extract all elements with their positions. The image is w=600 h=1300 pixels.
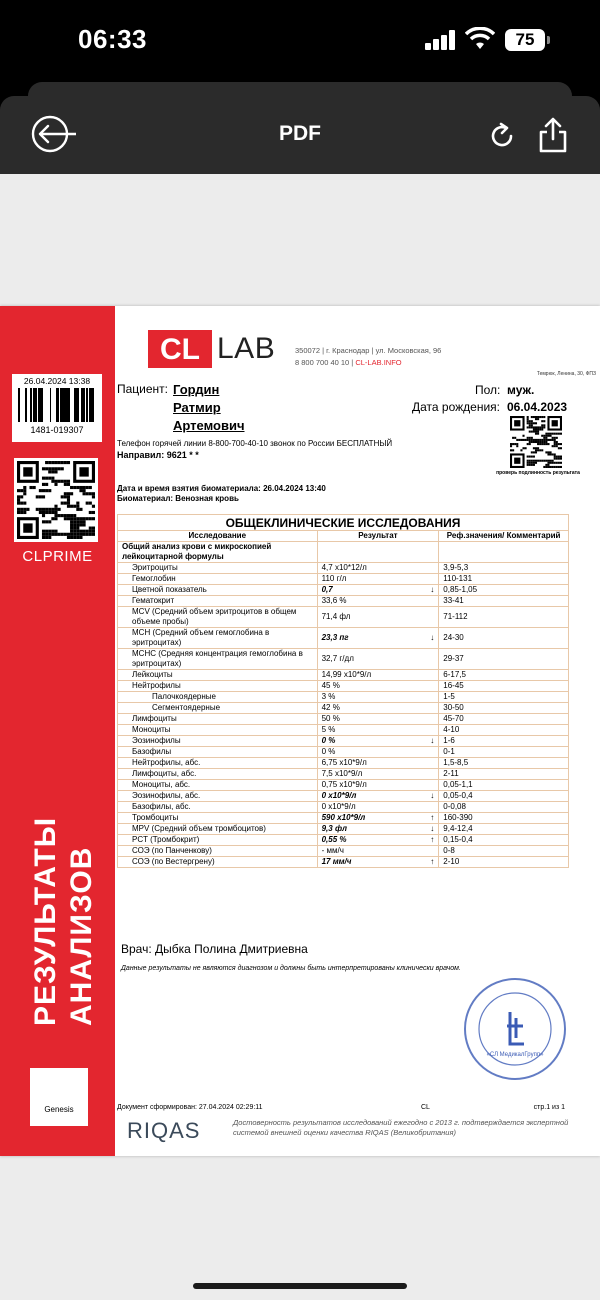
test-name: Эозинофилы, абс. — [118, 791, 318, 802]
test-reference: 0-0,08 — [439, 802, 569, 813]
patient-surname: Гордин — [173, 382, 220, 397]
test-name: MPV (Средний объем тромбоцитов) — [118, 824, 318, 835]
barcode-icon — [18, 388, 96, 422]
test-name: Лейкоциты — [118, 670, 318, 681]
test-reference: 1-5 — [439, 692, 569, 703]
test-name: Эозинофилы — [118, 736, 318, 747]
svg-text:«СЛ МедикалГрупп»: «СЛ МедикалГрупп» — [486, 1052, 544, 1058]
test-result: 0 % ↓ — [317, 736, 439, 747]
results-table — [117, 514, 569, 868]
table-row — [118, 791, 569, 802]
test-name: MCH (Средний объем гемоглобина в эритроцитах) — [118, 628, 318, 649]
test-reference: 160-390 — [439, 813, 569, 824]
test-reference: 0,85-1,05 — [439, 585, 569, 596]
arrow-down-icon: ↓ — [430, 824, 435, 833]
test-name: СОЭ (по Вестергрену) — [118, 857, 318, 868]
verify-qr-icon — [510, 416, 562, 468]
test-result: 0,7 ↓ — [317, 585, 439, 596]
table-row — [118, 563, 569, 574]
red-sidebar — [0, 306, 115, 1156]
test-reference: 1,5-8,5 — [439, 758, 569, 769]
test-name: Гемоглобин — [118, 574, 318, 585]
test-result: 0 x10*9/л — [317, 802, 439, 813]
test-reference: 1-6 — [439, 736, 569, 747]
test-reference: 2-11 — [439, 769, 569, 780]
test-reference: 71-112 — [439, 607, 569, 628]
refresh-button[interactable] — [486, 120, 518, 152]
viewer-title: PDF — [279, 122, 321, 145]
cellular-signal-icon — [425, 30, 457, 50]
test-name: Палочкоядерные — [118, 692, 318, 703]
dob-value: 06.04.2023 — [507, 400, 568, 414]
table-row — [118, 692, 569, 703]
test-name: Эритроциты — [118, 563, 318, 574]
table-row — [118, 736, 569, 747]
vertical-title: РЕЗУЛЬТАТЫ АНАЛИЗОВ — [29, 816, 98, 1026]
test-result: 5 % — [317, 725, 439, 736]
table-row — [118, 758, 569, 769]
test-name: Моноциты — [118, 725, 318, 736]
lab-logo: LAB — [217, 332, 276, 365]
lab-address: 350072 | г. Краснодар | ул. Московская, 96 — [295, 346, 442, 355]
test-name: Базофилы — [118, 747, 318, 758]
test-reference: 3,9-5,3 — [439, 563, 569, 574]
test-result: 71,4 фл — [317, 607, 439, 628]
table-row — [118, 835, 569, 846]
biomaterial: Биоматериал: Венозная кровь — [117, 494, 239, 503]
table-row — [118, 596, 569, 607]
test-reference: 29-37 — [439, 649, 569, 670]
table-row — [118, 670, 569, 681]
doctor: Врач: Дыбка Полина Дмитриевна — [121, 942, 308, 956]
table-row — [118, 714, 569, 725]
section-title: Общий анализ крови с микроскопией лейкоцитарной формулы — [118, 542, 318, 563]
verify-caption: проверь подлинность результата — [496, 470, 580, 476]
sex-value: муж. — [507, 383, 535, 397]
test-reference: 6-17,5 — [439, 670, 569, 681]
patient-patronymic: Артемович — [173, 418, 245, 433]
table-row — [118, 813, 569, 824]
test-reference: 0,05-1,1 — [439, 780, 569, 791]
table-row — [118, 628, 569, 649]
arrow-up-icon: ↑ — [430, 835, 435, 844]
test-reference: 110-131 — [439, 574, 569, 585]
disclaimer: Данные результаты не являются диагнозом и должны быть интерпретированы клинически врачом. — [121, 965, 461, 972]
test-result: 110 г/л — [317, 574, 439, 585]
arrow-down-icon: ↓ — [430, 633, 435, 642]
test-result: 50 % — [317, 714, 439, 725]
test-result: 0 x10*9/л ↓ — [317, 791, 439, 802]
clprime-label: CLPRIME — [22, 548, 93, 565]
table-row — [118, 585, 569, 596]
col-header: Реф.значения/ Комментарий — [439, 531, 569, 542]
table-row — [118, 802, 569, 813]
test-name: Базофилы, абс. — [118, 802, 318, 813]
test-result: 14,99 x10*9/л — [317, 670, 439, 681]
arrow-up-icon: ↑ — [430, 857, 435, 866]
test-name: MCHC (Средняя концентрация гемоглобина в эритроцитах) — [118, 649, 318, 670]
test-result: - мм/ч — [317, 846, 439, 857]
col-header: Исследование — [118, 531, 318, 542]
test-result: 17 мм/ч ↑ — [317, 857, 439, 868]
table-row — [118, 769, 569, 780]
test-name: Гематокрит — [118, 596, 318, 607]
test-reference: 0,05-0,4 — [439, 791, 569, 802]
test-name: MCV (Средний объем эритроцитов в общем объеме пробы) — [118, 607, 318, 628]
test-name: Нейтрофилы, абс. — [118, 758, 318, 769]
test-result: 590 x10*9/л ↑ — [317, 813, 439, 824]
test-reference: 9,4-12,4 — [439, 824, 569, 835]
test-name: Нейтрофилы — [118, 681, 318, 692]
table-row — [118, 574, 569, 585]
arrow-down-icon: ↓ — [430, 736, 435, 745]
arrow-down-icon: ↓ — [430, 791, 435, 800]
branch-address: Темрюк, Ленина, 30, ФПЗ — [536, 371, 596, 377]
arrow-up-icon: ↑ — [430, 813, 435, 822]
test-name: СОЭ (по Панченкову) — [118, 846, 318, 857]
test-reference: 2-10 — [439, 857, 569, 868]
test-result: 32,7 г/дл — [317, 649, 439, 670]
dob-label: Дата рождения: — [412, 400, 500, 414]
patient-name: Ратмир — [173, 400, 221, 415]
test-name: Сегментоядерные — [118, 703, 318, 714]
test-reference: 0-1 — [439, 747, 569, 758]
test-result: 6,75 x10*9/л — [317, 758, 439, 769]
table-row — [118, 725, 569, 736]
test-name: Цветной показатель — [118, 585, 318, 596]
qr-code-icon — [14, 458, 98, 542]
sample-time: Дата и время взятия биоматериала: 26.04.2024 13:40 — [117, 484, 326, 493]
table-row — [118, 846, 569, 857]
test-result: 3 % — [317, 692, 439, 703]
share-button[interactable] — [536, 116, 570, 154]
table-row — [118, 857, 569, 868]
wifi-icon — [465, 27, 495, 51]
genesis-logo: Genesis — [30, 1068, 88, 1126]
home-indicator[interactable] — [193, 1283, 407, 1289]
test-result: 42 % — [317, 703, 439, 714]
test-result: 7,5 x10*9/л — [317, 769, 439, 780]
cl-logo: CL — [148, 330, 212, 368]
test-result: 9,3 фл ↓ — [317, 824, 439, 835]
table-title: ОБЩЕКЛИНИЧЕСКИЕ ИССЛЕДОВАНИЯ — [118, 515, 569, 531]
test-name: Лимфоциты — [118, 714, 318, 725]
test-name: Моноциты, абс. — [118, 780, 318, 791]
test-result: 0,75 x10*9/л — [317, 780, 439, 791]
hotline: Телефон горячей линии 8-800-700-40-10 звонок по России БЕСПЛАТНЫЙ — [117, 439, 393, 448]
test-reference: 0-8 — [439, 846, 569, 857]
test-result: 45 % — [317, 681, 439, 692]
test-reference: 24-30 — [439, 628, 569, 649]
report-content — [115, 306, 600, 1156]
test-result: 23,3 пг ↓ — [317, 628, 439, 649]
test-reference: 33-41 — [439, 596, 569, 607]
table-row — [118, 824, 569, 835]
battery-icon: 75 — [505, 29, 545, 51]
page-number: стр.1 из 1 — [533, 1104, 565, 1111]
table-row — [118, 703, 569, 714]
table-row — [118, 649, 569, 670]
pdf-page — [0, 306, 600, 1156]
test-result: 4,7 x10*12/л — [317, 563, 439, 574]
test-reference: 0,15-0,4 — [439, 835, 569, 846]
patient-label: Пациент: — [117, 382, 169, 396]
footer-cl: CL — [421, 1104, 430, 1111]
barcode-label: 26.04.2024 13:38 1481-019307 — [12, 374, 102, 442]
test-reference: 45-70 — [439, 714, 569, 725]
sex-label: Пол: — [475, 383, 501, 397]
riqas-note: Достоверность результатов исследований ежегодно с 2013 г. подтверждается экспертной системой внешней оценки качества RIQAS (Великобритания) — [233, 1118, 569, 1137]
test-result: 0 % — [317, 747, 439, 758]
table-row — [118, 780, 569, 791]
test-name: Тромбоциты — [118, 813, 318, 824]
arrow-down-icon: ↓ — [430, 585, 435, 594]
col-header: Результат — [317, 531, 439, 542]
test-reference: 4-10 — [439, 725, 569, 736]
table-row — [118, 747, 569, 758]
test-name: PCT (Тромбокрит) — [118, 835, 318, 846]
test-result: 33,6 % — [317, 596, 439, 607]
status-bar — [0, 0, 600, 84]
referral: Направил: 9621 * * — [117, 450, 199, 460]
test-name: Лимфоциты, абс. — [118, 769, 318, 780]
document-formed: Документ сформирован: 27.04.2024 02:29:11 — [117, 1104, 263, 1111]
clock: 06:33 — [78, 24, 147, 54]
table-row — [118, 607, 569, 628]
test-result: 0,55 % ↑ — [317, 835, 439, 846]
table-row — [118, 681, 569, 692]
test-reference: 16-45 — [439, 681, 569, 692]
stamp-icon — [460, 974, 570, 1084]
lab-contacts: 8 800 700 40 10 | CL-LAB.INFO — [295, 358, 402, 367]
riqas-logo: RIQAS — [127, 1118, 201, 1143]
test-reference: 30-50 — [439, 703, 569, 714]
